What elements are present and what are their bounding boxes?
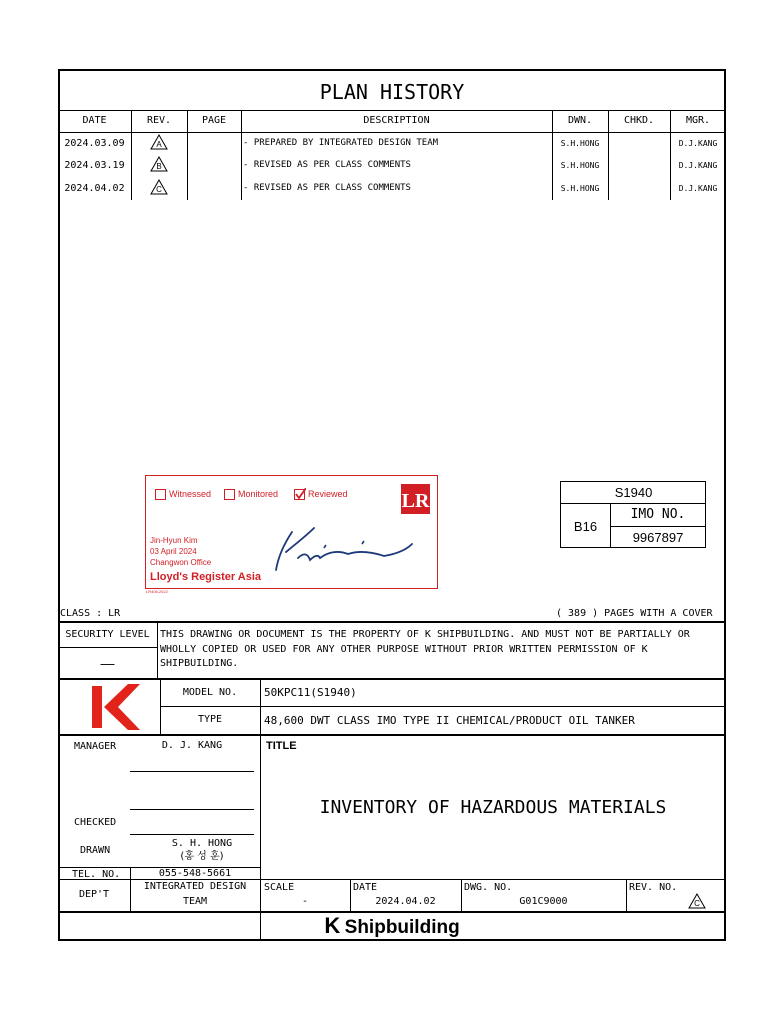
revision-triangle-icon [150,179,168,195]
revision-triangle-icon [150,134,168,150]
revision-letter: A [156,140,162,149]
row-description: - REVISED AS PER CLASS COMMENTS [243,160,411,170]
reviewer-name: Jin-Hyun Kim [150,536,198,545]
plan-history-title: PLAN HISTORY [319,80,465,104]
column-header: PAGE [201,115,227,126]
column-header: MGR. [685,115,711,126]
check-mark-icon [295,488,306,499]
row-date: 2024.04.02 [64,183,125,194]
dept-value-line2: TEAM [182,896,208,907]
lr-approval-stamp [145,475,438,589]
date-label: DATE [353,882,378,893]
divider [160,706,726,707]
checked-label: CHECKED [74,817,117,828]
imo-number: 9967897 [632,530,684,545]
manager-name: D. J. KANG [161,740,223,751]
column-header: REV. [146,115,172,126]
row-mgr: D.J.KANG [678,184,718,193]
divider [610,526,706,527]
divider [58,110,726,111]
divider [58,621,726,623]
revision-letter: C [156,185,162,194]
column-header: DATE [82,115,107,126]
model-no-label: MODEL NO. [182,687,238,698]
dept-label: DEP'T [78,889,110,900]
type-value: 48,600 DWT CLASS IMO TYPE II CHEMICAL/PRODUCT OIL TANKER [264,714,635,727]
company-name-rest: Shipbuilding [344,917,460,938]
pages-note: ( 389 ) PAGES WITH A COVER [556,608,713,619]
row-dwn: S.H.HONG [560,161,600,170]
date-value: 2024.04.02 [375,896,436,907]
review-office: Changwon Office [150,558,212,567]
scale-label: SCALE [264,882,295,893]
divider [58,678,726,680]
manager-sign-line [130,771,254,772]
divider [626,879,627,912]
drawing-title: INVENTORY OF HAZARDOUS MATERIALS [319,797,667,818]
company-name [58,915,726,937]
divider [58,911,726,913]
row-dwn: S.H.HONG [560,184,600,193]
security-level-value: — [100,655,115,671]
manager-label: MANAGER [74,741,117,752]
column-header: DWN. [567,115,593,126]
logo-text: LR [401,490,430,512]
rev-no-label: REV. NO. [629,882,678,893]
divider [58,734,726,736]
k-shipbuilding-logo-icon [84,682,140,732]
row-mgr: D.J.KANG [678,161,718,170]
reviewed-label: Reviewed [308,489,348,499]
scale-value: - [301,896,309,907]
class-label: CLASS : LR [60,608,121,619]
property-notice-line: WHOLLY COPIED OR USED FOR ANY OTHER PURPOSE WITHOUT PRIOR WRITTEN PERMISSION OF K [160,644,648,655]
revision-letter: C [694,899,700,908]
drawn-sign-line [130,834,254,835]
model-no-value: 50KPC11(S1940) [264,686,357,699]
dept-value: INTEGRATED DESIGN [143,881,247,892]
row-dwn: S.H.HONG [560,139,600,148]
row-date: 2024.03.09 [64,138,125,149]
lr-organization: Lloyd's Register Asia [150,571,262,583]
row-date: 2024.03.19 [64,160,125,171]
property-notice-line: SHIPBUILDING. [160,658,239,669]
stamp-form-code: LR406.2022 [146,589,168,594]
revision-triangle-icon [688,893,706,909]
title-label: TITLE [266,740,297,752]
tel-value: 055-548-5661 [158,868,232,879]
drawn-name: S. H. HONG [171,838,233,849]
lloyds-register-logo-icon [401,484,430,514]
witnessed-checkbox [155,489,166,500]
divider [157,622,158,678]
row-description: - PREPARED BY INTEGRATED DESIGN TEAM [243,138,439,148]
property-notice-line: THIS DRAWING OR DOCUMENT IS THE PROPERTY OF K SHIPBUILDING. AND MUST NOT BE PARTIALLY OR [160,629,690,640]
signature-icon [264,514,414,576]
drawn-name-korean: (홍 성 훈) [180,851,224,862]
drawn-label: DRAWN [80,845,111,856]
revision-letter: B [156,162,162,171]
type-label: TYPE [197,714,223,725]
revision-triangle-icon [150,156,168,172]
column-header: DESCRIPTION [363,115,430,126]
dwg-no-value: G01C9000 [519,896,568,907]
divider [561,503,706,504]
column-header: CHKD. [623,115,655,126]
imo-label: IMO NO. [630,507,686,522]
hull-imo-box [560,481,706,548]
dwg-no-label: DWG. NO. [464,882,513,893]
monitored-label: Monitored [238,489,279,499]
divider [350,879,351,912]
reviewed-checkbox [294,489,305,500]
divider [58,647,157,648]
review-date: 03 April 2024 [150,547,197,556]
monitored-checkbox [224,489,235,500]
tel-label: TEL. NO. [72,869,121,880]
divider [58,132,726,133]
row-description: - REVISED AS PER CLASS COMMENTS [243,183,411,193]
company-name-k: K [324,913,341,938]
row-mgr: D.J.KANG [678,139,718,148]
divider [461,879,462,912]
block-number: B16 [573,519,598,534]
witnessed-label: Witnessed [169,489,212,499]
checked-sign-line [130,809,254,810]
hull-number: S1940 [614,485,653,500]
security-level-label: SECURITY LEVEL [65,629,150,640]
